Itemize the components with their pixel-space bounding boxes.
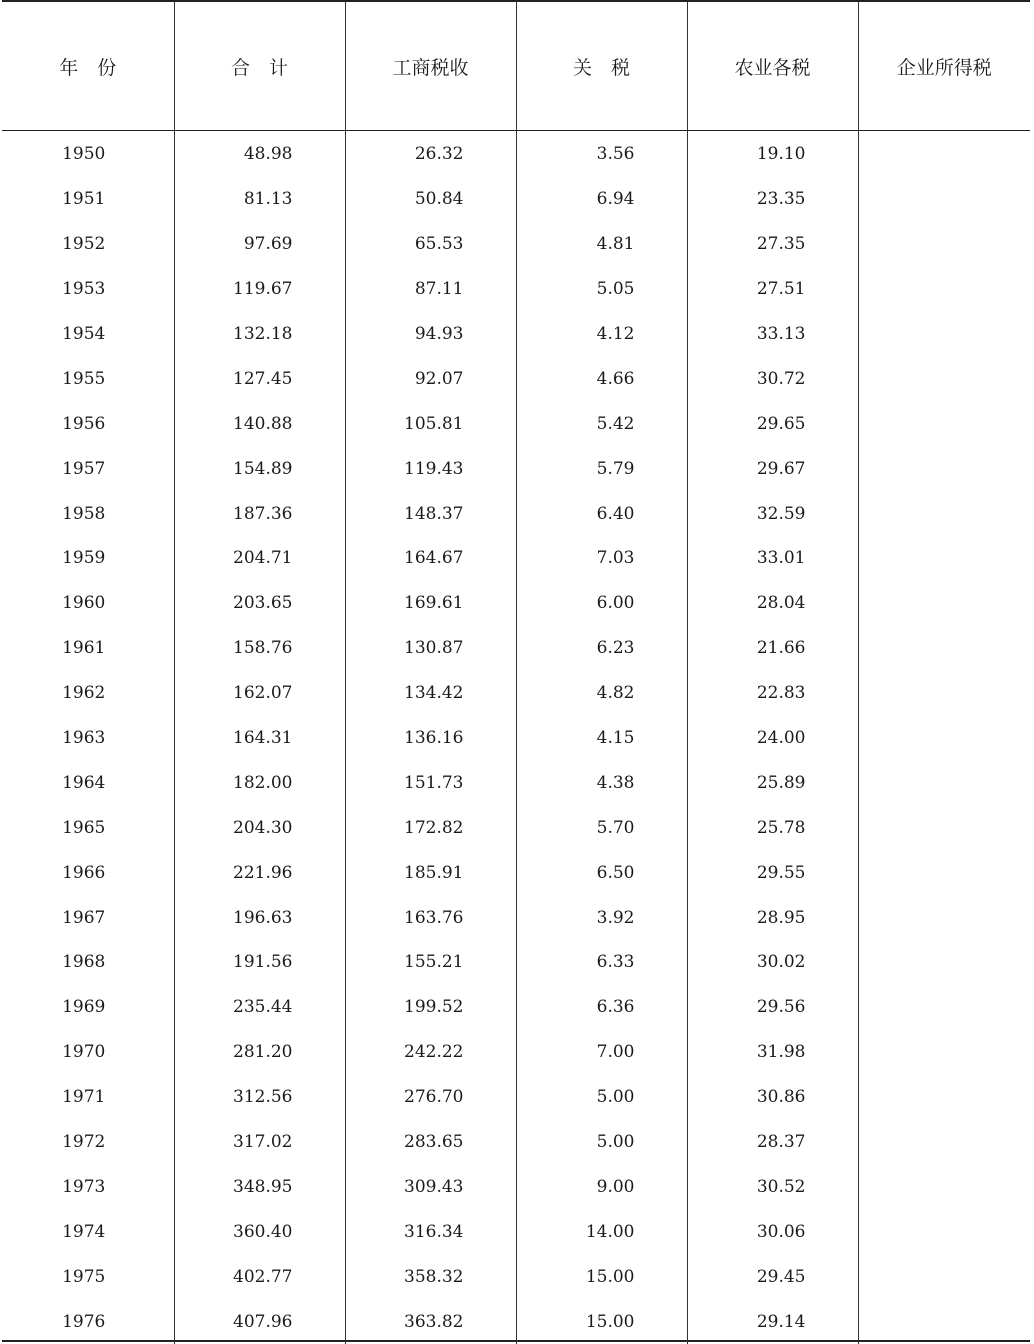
industrial-commercial-cell: 130.87 bbox=[345, 626, 516, 671]
year-cell: 1961 bbox=[2, 626, 174, 671]
header-agricultural-tax: 农业各税 bbox=[687, 2, 858, 131]
customs-cell: 4.81 bbox=[516, 222, 687, 267]
industrial-commercial-cell: 316.34 bbox=[345, 1209, 516, 1254]
year-cell: 1969 bbox=[2, 985, 174, 1030]
table-row bbox=[2, 1254, 1030, 1299]
agricultural-cell: 29.67 bbox=[687, 446, 858, 491]
industrial-commercial-cell: 164.67 bbox=[345, 536, 516, 581]
customs-cell: 4.82 bbox=[516, 671, 687, 716]
enterprise-income-cell bbox=[858, 940, 1030, 985]
year-cell: 1967 bbox=[2, 895, 174, 940]
tax-revenue-table bbox=[2, 2, 1030, 1344]
industrial-commercial-cell: 185.91 bbox=[345, 850, 516, 895]
table-row bbox=[2, 760, 1030, 805]
year-cell: 1951 bbox=[2, 177, 174, 222]
table-row bbox=[2, 1164, 1030, 1209]
year-cell: 1965 bbox=[2, 805, 174, 850]
industrial-commercial-cell: 94.93 bbox=[345, 312, 516, 357]
enterprise-income-cell bbox=[858, 1209, 1030, 1254]
enterprise-income-cell bbox=[858, 267, 1030, 312]
year-cell: 1955 bbox=[2, 356, 174, 401]
total-cell: 158.76 bbox=[174, 626, 345, 671]
customs-cell: 6.23 bbox=[516, 626, 687, 671]
agricultural-cell: 29.45 bbox=[687, 1254, 858, 1299]
year-cell: 1960 bbox=[2, 581, 174, 626]
header-industrial-commercial-tax: 工商税收 bbox=[345, 2, 516, 131]
table-row bbox=[2, 536, 1030, 581]
enterprise-income-cell bbox=[858, 1075, 1030, 1120]
agricultural-cell: 25.89 bbox=[687, 760, 858, 805]
year-cell: 1959 bbox=[2, 536, 174, 581]
industrial-commercial-cell: 363.82 bbox=[345, 1299, 516, 1344]
year-cell: 1976 bbox=[2, 1299, 174, 1344]
agricultural-cell: 30.02 bbox=[687, 940, 858, 985]
industrial-commercial-cell: 242.22 bbox=[345, 1030, 516, 1075]
agricultural-cell: 33.01 bbox=[687, 536, 858, 581]
customs-cell: 3.56 bbox=[516, 131, 687, 177]
table-row bbox=[2, 940, 1030, 985]
table-row bbox=[2, 671, 1030, 716]
customs-cell: 6.50 bbox=[516, 850, 687, 895]
total-cell: 221.96 bbox=[174, 850, 345, 895]
industrial-commercial-cell: 26.32 bbox=[345, 131, 516, 177]
table-row bbox=[2, 1209, 1030, 1254]
industrial-commercial-cell: 276.70 bbox=[345, 1075, 516, 1120]
year-cell: 1975 bbox=[2, 1254, 174, 1299]
industrial-commercial-cell: 148.37 bbox=[345, 491, 516, 536]
customs-cell: 15.00 bbox=[516, 1299, 687, 1344]
total-cell: 204.30 bbox=[174, 805, 345, 850]
enterprise-income-cell bbox=[858, 716, 1030, 761]
agricultural-cell: 28.04 bbox=[687, 581, 858, 626]
total-cell: 182.00 bbox=[174, 760, 345, 805]
industrial-commercial-cell: 151.73 bbox=[345, 760, 516, 805]
customs-cell: 6.40 bbox=[516, 491, 687, 536]
enterprise-income-cell bbox=[858, 446, 1030, 491]
total-cell: 281.20 bbox=[174, 1030, 345, 1075]
industrial-commercial-cell: 155.21 bbox=[345, 940, 516, 985]
total-cell: 154.89 bbox=[174, 446, 345, 491]
customs-cell: 6.36 bbox=[516, 985, 687, 1030]
industrial-commercial-cell: 283.65 bbox=[345, 1120, 516, 1165]
table-row bbox=[2, 1030, 1030, 1075]
total-cell: 162.07 bbox=[174, 671, 345, 716]
agricultural-cell: 22.83 bbox=[687, 671, 858, 716]
agricultural-cell: 27.35 bbox=[687, 222, 858, 267]
enterprise-income-cell bbox=[858, 671, 1030, 716]
table-row bbox=[2, 177, 1030, 222]
year-cell: 1953 bbox=[2, 267, 174, 312]
table-row bbox=[2, 626, 1030, 671]
year-cell: 1971 bbox=[2, 1075, 174, 1120]
enterprise-income-cell bbox=[858, 491, 1030, 536]
header-enterprise-income-tax: 企业所得税 bbox=[858, 2, 1030, 131]
enterprise-income-cell bbox=[858, 581, 1030, 626]
table-header bbox=[2, 2, 1030, 131]
agricultural-cell: 32.59 bbox=[687, 491, 858, 536]
industrial-commercial-cell: 92.07 bbox=[345, 356, 516, 401]
industrial-commercial-cell: 65.53 bbox=[345, 222, 516, 267]
enterprise-income-cell bbox=[858, 1299, 1030, 1344]
agricultural-cell: 30.06 bbox=[687, 1209, 858, 1254]
total-cell: 132.18 bbox=[174, 312, 345, 357]
industrial-commercial-cell: 136.16 bbox=[345, 716, 516, 761]
customs-cell: 5.79 bbox=[516, 446, 687, 491]
header-row bbox=[2, 2, 1030, 131]
enterprise-income-cell bbox=[858, 131, 1030, 177]
total-cell: 127.45 bbox=[174, 356, 345, 401]
header-year: 年 份 bbox=[2, 2, 174, 131]
total-cell: 360.40 bbox=[174, 1209, 345, 1254]
year-cell: 1964 bbox=[2, 760, 174, 805]
agricultural-cell: 30.86 bbox=[687, 1075, 858, 1120]
total-cell: 48.98 bbox=[174, 131, 345, 177]
customs-cell: 6.33 bbox=[516, 940, 687, 985]
table-body bbox=[2, 131, 1030, 1344]
total-cell: 407.96 bbox=[174, 1299, 345, 1344]
year-cell: 1968 bbox=[2, 940, 174, 985]
customs-cell: 7.00 bbox=[516, 1030, 687, 1075]
year-cell: 1973 bbox=[2, 1164, 174, 1209]
customs-cell: 7.03 bbox=[516, 536, 687, 581]
header-total: 合 计 bbox=[174, 2, 345, 131]
table-row bbox=[2, 446, 1030, 491]
year-cell: 1974 bbox=[2, 1209, 174, 1254]
enterprise-income-cell bbox=[858, 760, 1030, 805]
agricultural-cell: 29.55 bbox=[687, 850, 858, 895]
total-cell: 164.31 bbox=[174, 716, 345, 761]
customs-cell: 5.05 bbox=[516, 267, 687, 312]
table-row bbox=[2, 850, 1030, 895]
customs-cell: 4.38 bbox=[516, 760, 687, 805]
customs-cell: 5.00 bbox=[516, 1075, 687, 1120]
industrial-commercial-cell: 163.76 bbox=[345, 895, 516, 940]
customs-cell: 14.00 bbox=[516, 1209, 687, 1254]
agricultural-cell: 30.52 bbox=[687, 1164, 858, 1209]
enterprise-income-cell bbox=[858, 626, 1030, 671]
year-cell: 1970 bbox=[2, 1030, 174, 1075]
total-cell: 235.44 bbox=[174, 985, 345, 1030]
industrial-commercial-cell: 87.11 bbox=[345, 267, 516, 312]
agricultural-cell: 23.35 bbox=[687, 177, 858, 222]
table-row bbox=[2, 895, 1030, 940]
total-cell: 191.56 bbox=[174, 940, 345, 985]
year-cell: 1950 bbox=[2, 131, 174, 177]
customs-cell: 4.66 bbox=[516, 356, 687, 401]
table-row bbox=[2, 1075, 1030, 1120]
customs-cell: 5.70 bbox=[516, 805, 687, 850]
total-cell: 119.67 bbox=[174, 267, 345, 312]
year-cell: 1962 bbox=[2, 671, 174, 716]
total-cell: 140.88 bbox=[174, 401, 345, 446]
total-cell: 348.95 bbox=[174, 1164, 345, 1209]
customs-cell: 4.15 bbox=[516, 716, 687, 761]
industrial-commercial-cell: 169.61 bbox=[345, 581, 516, 626]
enterprise-income-cell bbox=[858, 177, 1030, 222]
enterprise-income-cell bbox=[858, 401, 1030, 446]
enterprise-income-cell bbox=[858, 312, 1030, 357]
table-row bbox=[2, 805, 1030, 850]
year-cell: 1966 bbox=[2, 850, 174, 895]
year-cell: 1963 bbox=[2, 716, 174, 761]
total-cell: 203.65 bbox=[174, 581, 345, 626]
year-cell: 1954 bbox=[2, 312, 174, 357]
enterprise-income-cell bbox=[858, 356, 1030, 401]
customs-cell: 3.92 bbox=[516, 895, 687, 940]
industrial-commercial-cell: 119.43 bbox=[345, 446, 516, 491]
agricultural-cell: 25.78 bbox=[687, 805, 858, 850]
table-row bbox=[2, 985, 1030, 1030]
year-cell: 1957 bbox=[2, 446, 174, 491]
enterprise-income-cell bbox=[858, 1120, 1030, 1165]
agricultural-cell: 24.00 bbox=[687, 716, 858, 761]
table-row bbox=[2, 1299, 1030, 1344]
industrial-commercial-cell: 358.32 bbox=[345, 1254, 516, 1299]
customs-cell: 5.00 bbox=[516, 1120, 687, 1165]
total-cell: 317.02 bbox=[174, 1120, 345, 1165]
table-row bbox=[2, 131, 1030, 177]
enterprise-income-cell bbox=[858, 805, 1030, 850]
industrial-commercial-cell: 199.52 bbox=[345, 985, 516, 1030]
year-cell: 1958 bbox=[2, 491, 174, 536]
enterprise-income-cell bbox=[858, 222, 1030, 267]
total-cell: 196.63 bbox=[174, 895, 345, 940]
table-row bbox=[2, 716, 1030, 761]
industrial-commercial-cell: 105.81 bbox=[345, 401, 516, 446]
customs-cell: 6.00 bbox=[516, 581, 687, 626]
table-row bbox=[2, 491, 1030, 536]
customs-cell: 15.00 bbox=[516, 1254, 687, 1299]
total-cell: 312.56 bbox=[174, 1075, 345, 1120]
table-row bbox=[2, 356, 1030, 401]
year-cell: 1956 bbox=[2, 401, 174, 446]
industrial-commercial-cell: 134.42 bbox=[345, 671, 516, 716]
agricultural-cell: 29.14 bbox=[687, 1299, 858, 1344]
enterprise-income-cell bbox=[858, 1030, 1030, 1075]
total-cell: 402.77 bbox=[174, 1254, 345, 1299]
year-cell: 1972 bbox=[2, 1120, 174, 1165]
customs-cell: 9.00 bbox=[516, 1164, 687, 1209]
year-cell: 1952 bbox=[2, 222, 174, 267]
total-cell: 81.13 bbox=[174, 177, 345, 222]
industrial-commercial-cell: 309.43 bbox=[345, 1164, 516, 1209]
enterprise-income-cell bbox=[858, 985, 1030, 1030]
agricultural-cell: 29.56 bbox=[687, 985, 858, 1030]
customs-cell: 4.12 bbox=[516, 312, 687, 357]
total-cell: 97.69 bbox=[174, 222, 345, 267]
table-row bbox=[2, 1120, 1030, 1165]
customs-cell: 5.42 bbox=[516, 401, 687, 446]
enterprise-income-cell bbox=[858, 1164, 1030, 1209]
agricultural-cell: 21.66 bbox=[687, 626, 858, 671]
table-row bbox=[2, 267, 1030, 312]
table-row bbox=[2, 581, 1030, 626]
agricultural-cell: 28.37 bbox=[687, 1120, 858, 1165]
industrial-commercial-cell: 50.84 bbox=[345, 177, 516, 222]
table-row bbox=[2, 312, 1030, 357]
agricultural-cell: 19.10 bbox=[687, 131, 858, 177]
table-row bbox=[2, 401, 1030, 446]
agricultural-cell: 30.72 bbox=[687, 356, 858, 401]
header-customs-duty: 关 税 bbox=[516, 2, 687, 131]
total-cell: 187.36 bbox=[174, 491, 345, 536]
agricultural-cell: 28.95 bbox=[687, 895, 858, 940]
total-cell: 204.71 bbox=[174, 536, 345, 581]
agricultural-cell: 31.98 bbox=[687, 1030, 858, 1075]
enterprise-income-cell bbox=[858, 895, 1030, 940]
enterprise-income-cell bbox=[858, 536, 1030, 581]
tax-revenue-table-container bbox=[2, 0, 1030, 1342]
agricultural-cell: 29.65 bbox=[687, 401, 858, 446]
enterprise-income-cell bbox=[858, 850, 1030, 895]
table-row bbox=[2, 222, 1030, 267]
agricultural-cell: 27.51 bbox=[687, 267, 858, 312]
customs-cell: 6.94 bbox=[516, 177, 687, 222]
agricultural-cell: 33.13 bbox=[687, 312, 858, 357]
enterprise-income-cell bbox=[858, 1254, 1030, 1299]
industrial-commercial-cell: 172.82 bbox=[345, 805, 516, 850]
